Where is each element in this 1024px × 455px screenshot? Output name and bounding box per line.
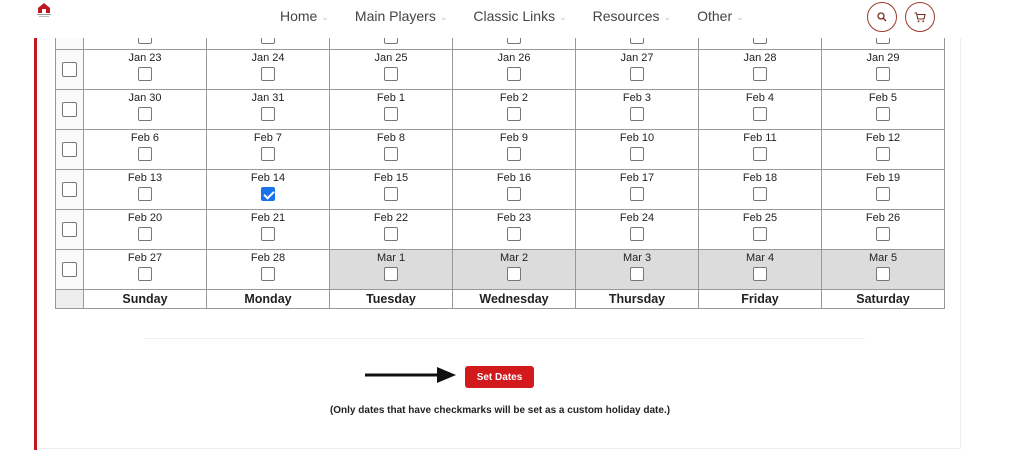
day-checkbox[interactable] [753, 107, 767, 121]
day-label: Feb 21 [250, 212, 286, 224]
cart-icon [914, 12, 926, 23]
day-checkbox[interactable] [384, 147, 398, 161]
calendar-day-cell [207, 90, 330, 130]
day-label: Feb 16 [496, 172, 532, 184]
week-select-cell [56, 210, 84, 250]
top-navigation-bar [0, 0, 1024, 38]
week-select-cell [56, 170, 84, 210]
week-select-checkbox[interactable] [62, 102, 77, 117]
day-checkbox[interactable] [261, 107, 275, 121]
day-label: Feb 26 [865, 212, 901, 224]
day-label: Feb 27 [127, 252, 163, 264]
calendar-day-cell [207, 170, 330, 210]
day-label: Jan 28 [743, 52, 777, 64]
nav-item-resources[interactable] [593, 8, 671, 24]
chevron-down-icon: ⌄ [663, 11, 672, 22]
day-label: Feb 25 [742, 212, 778, 224]
day-checkbox[interactable] [384, 107, 398, 121]
calendar-day-cell [699, 50, 822, 90]
day-label: Feb 17 [619, 172, 655, 184]
day-checkbox[interactable] [138, 107, 152, 121]
day-label: Feb 6 [130, 132, 160, 144]
chevron-down-icon: ⌄ [736, 11, 744, 22]
weekday-header: Friday [699, 290, 822, 309]
day-checkbox[interactable] [507, 107, 521, 121]
calendar-day-cell [453, 170, 576, 210]
week-select-cell [56, 50, 84, 90]
day-label: Feb 4 [745, 92, 775, 104]
calendar-day-cell [84, 130, 207, 170]
calendar-week-row [56, 130, 945, 170]
calendar-day-cell [453, 90, 576, 130]
day-label: Feb 24 [619, 212, 655, 224]
nav-item-main-players[interactable] [355, 8, 447, 24]
day-checkbox[interactable] [876, 107, 890, 121]
arrow-right-icon [365, 366, 457, 384]
week-select-checkbox[interactable] [62, 182, 77, 197]
day-label: Mar 2 [499, 252, 529, 264]
week-select-checkbox[interactable] [62, 62, 77, 77]
calendar-day-cell [207, 50, 330, 90]
day-label: Mar 1 [376, 252, 406, 264]
section-divider [145, 338, 865, 339]
calendar-day-cell [699, 130, 822, 170]
weekday-header: Tuesday [330, 290, 453, 309]
weekday-header: Thursday [576, 290, 699, 309]
day-checkbox[interactable] [876, 227, 890, 241]
day-label: Feb 3 [622, 92, 652, 104]
calendar-day-cell [453, 50, 576, 90]
calendar-day-cell [453, 130, 576, 170]
weekday-header: Saturday [822, 290, 945, 309]
search-button[interactable] [867, 2, 897, 32]
instruction-note: (Only dates that have checkmarks will be set as a custom holiday date.) [329, 405, 671, 416]
day-label: Feb 19 [865, 172, 901, 184]
day-label: Feb 15 [373, 172, 409, 184]
day-label: Jan 23 [128, 52, 162, 64]
calendar-day-cell [576, 50, 699, 90]
day-checkbox[interactable] [138, 147, 152, 161]
day-label: Feb 10 [619, 132, 655, 144]
calendar-week-row [56, 250, 945, 290]
day-checkbox[interactable] [753, 227, 767, 241]
day-label: Feb 20 [127, 212, 163, 224]
week-select-checkbox[interactable] [62, 142, 77, 157]
cart-button[interactable] [905, 2, 935, 32]
nav-item-home[interactable] [280, 8, 329, 24]
calendar-day-cell [699, 250, 822, 290]
day-checkbox[interactable] [384, 227, 398, 241]
day-checkbox[interactable] [630, 187, 644, 201]
day-label: Feb 9 [499, 132, 529, 144]
calendar-day-cell [84, 250, 207, 290]
day-label: Jan 31 [251, 92, 285, 104]
day-label: Feb 8 [376, 132, 406, 144]
calendar-day-cell [699, 90, 822, 130]
calendar-day-cell [576, 210, 699, 250]
panel-border [960, 38, 961, 448]
week-select-cell [56, 130, 84, 170]
calendar-day-cell [576, 170, 699, 210]
weekday-header: Monday [207, 290, 330, 309]
calendar-day-cell [822, 210, 945, 250]
day-checkbox[interactable] [630, 267, 644, 281]
day-checkbox[interactable] [876, 267, 890, 281]
calendar-day-cell [84, 50, 207, 90]
calendar-day-cell [822, 50, 945, 90]
day-checkbox[interactable] [753, 267, 767, 281]
day-checkbox[interactable] [261, 187, 275, 201]
nav-label: Main Players [354, 8, 436, 24]
week-select-checkbox[interactable] [62, 222, 77, 237]
day-checkbox[interactable] [138, 267, 152, 281]
calendar-day-cell [822, 130, 945, 170]
calendar-day-cell [576, 130, 699, 170]
day-checkbox[interactable] [630, 67, 644, 81]
nav-label: Home [280, 8, 318, 24]
calendar-day-cell [453, 210, 576, 250]
calendar-day-cell [84, 170, 207, 210]
holiday-calendar [55, 34, 945, 309]
chevron-down-icon: ⌄ [439, 11, 448, 22]
day-label: Feb 5 [868, 92, 898, 104]
day-label: Jan 27 [620, 52, 654, 64]
day-label: Feb 12 [865, 132, 901, 144]
nav-label: Other [697, 8, 733, 24]
day-label: Feb 18 [742, 172, 778, 184]
calendar-week-row [56, 170, 945, 210]
week-select-cell [56, 90, 84, 130]
day-label: Feb 13 [127, 172, 163, 184]
chevron-down-icon: ⌄ [321, 11, 329, 22]
calendar-day-cell [822, 170, 945, 210]
site-logo[interactable] [36, 2, 52, 18]
day-checkbox[interactable] [138, 67, 152, 81]
day-label: Feb 23 [496, 212, 532, 224]
day-label: Feb 11 [743, 132, 777, 144]
day-checkbox[interactable] [261, 147, 275, 161]
day-label: Mar 3 [622, 252, 652, 264]
day-checkbox[interactable] [876, 187, 890, 201]
day-label: Jan 30 [128, 92, 162, 104]
weekday-header-row [56, 290, 945, 309]
calendar-day-cell [84, 210, 207, 250]
day-label: Jan 29 [866, 52, 900, 64]
day-checkbox[interactable] [753, 67, 767, 81]
day-label: Mar 4 [745, 252, 775, 264]
day-checkbox[interactable] [261, 227, 275, 241]
calendar-day-cell [330, 210, 453, 250]
day-label: Feb 2 [499, 92, 529, 104]
calendar-day-cell [576, 250, 699, 290]
day-checkbox[interactable] [261, 67, 275, 81]
day-checkbox[interactable] [630, 227, 644, 241]
week-select-cell [56, 250, 84, 290]
day-label: Jan 24 [251, 52, 285, 64]
day-checkbox[interactable] [384, 187, 398, 201]
day-label: Feb 14 [250, 172, 286, 184]
day-label: Feb 22 [373, 212, 409, 224]
day-label: Feb 7 [253, 132, 283, 144]
weekday-header: Wednesday [453, 290, 576, 309]
day-checkbox[interactable] [261, 267, 275, 281]
day-checkbox[interactable] [876, 147, 890, 161]
day-checkbox[interactable] [630, 147, 644, 161]
day-checkbox[interactable] [384, 267, 398, 281]
day-label: Feb 28 [250, 252, 286, 264]
day-checkbox[interactable] [753, 147, 767, 161]
header-spacer [56, 290, 84, 309]
left-accent-bar [34, 38, 37, 450]
calendar-day-cell [207, 250, 330, 290]
nav-label: Classic Links [473, 8, 556, 24]
day-checkbox[interactable] [507, 267, 521, 281]
day-checkbox[interactable] [138, 227, 152, 241]
calendar-day-cell [822, 250, 945, 290]
nav-label: Resources [592, 8, 660, 24]
day-label: Jan 26 [497, 52, 531, 64]
day-label: Jan 25 [374, 52, 408, 64]
day-checkbox[interactable] [876, 67, 890, 81]
day-checkbox[interactable] [507, 67, 521, 81]
calendar-week-row [56, 210, 945, 250]
week-select-checkbox[interactable] [62, 262, 77, 277]
day-checkbox[interactable] [630, 107, 644, 121]
chevron-down-icon: ⌄ [559, 11, 567, 22]
day-label: Mar 5 [868, 252, 898, 264]
calendar-day-cell [453, 250, 576, 290]
set-dates-button[interactable]: Set Dates [465, 366, 534, 388]
calendar-day-cell [576, 90, 699, 130]
panel-border [37, 448, 961, 449]
day-checkbox[interactable] [138, 187, 152, 201]
search-icon [877, 12, 887, 22]
calendar-day-cell [330, 250, 453, 290]
day-checkbox[interactable] [753, 187, 767, 201]
nav-item-other[interactable] [697, 8, 744, 24]
calendar-day-cell [330, 90, 453, 130]
day-checkbox[interactable] [507, 187, 521, 201]
calendar-week-row [56, 50, 945, 90]
day-checkbox[interactable] [384, 67, 398, 81]
day-checkbox[interactable] [507, 147, 521, 161]
calendar-day-cell [330, 50, 453, 90]
calendar-day-cell [822, 90, 945, 130]
day-checkbox[interactable] [507, 227, 521, 241]
calendar-day-cell [699, 210, 822, 250]
main-nav [280, 8, 770, 24]
calendar-day-cell [699, 170, 822, 210]
calendar-day-cell [207, 210, 330, 250]
calendar-day-cell [330, 130, 453, 170]
calendar-day-cell [84, 90, 207, 130]
calendar-day-cell [207, 130, 330, 170]
nav-item-classic-links[interactable] [473, 8, 566, 24]
calendar-day-cell [330, 170, 453, 210]
calendar-week-row [56, 90, 945, 130]
weekday-header: Sunday [84, 290, 207, 309]
day-label: Feb 1 [376, 92, 406, 104]
